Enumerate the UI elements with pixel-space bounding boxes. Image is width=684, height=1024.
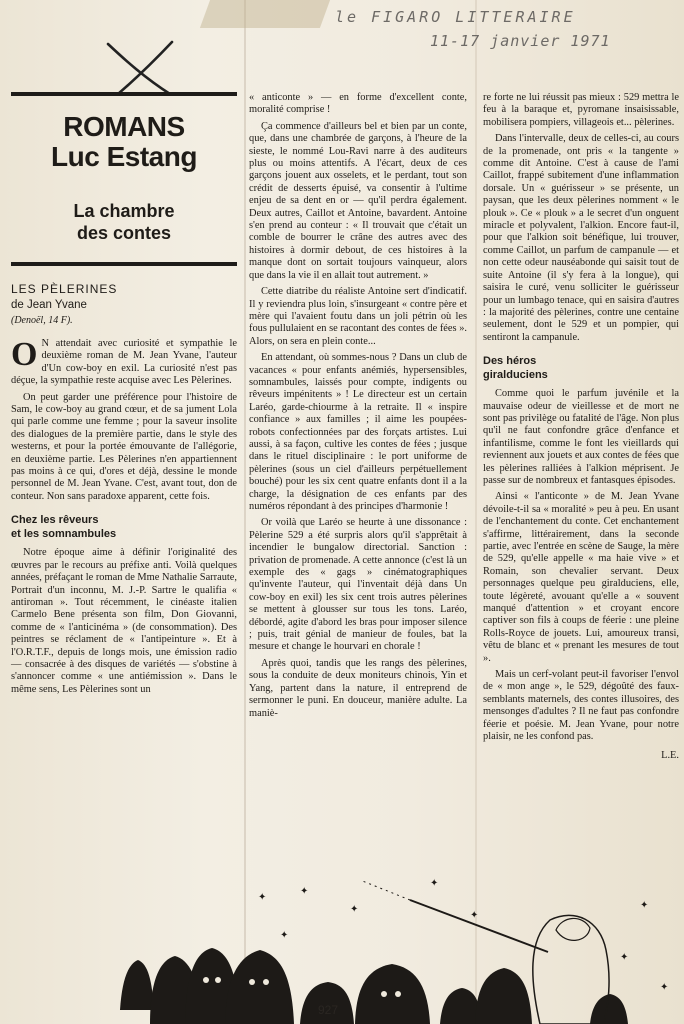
column-3: [483, 92, 679, 762]
svg-text:✦: ✦: [620, 952, 629, 963]
paragraph: Ainsi « l'anticonte » de M. Jean Yvane dévoile-t-il sa « moralité » peu à peu. En usant de l'enchantement du conte. Cet enchantement s'affirme, littérairement, dans la seconde partie, avec l'entrée en scène de Sauge, la mère de 529, qu'elle appelle « ma haie vive » et Romain, son chevalier servant. Deux personnages quelque peu giralduciens, elle, toute légèreté, avouant qu'elle a « souvent manqué d'attention » et croyant encore captiver son fils à coups de féerie : une pleine Rolls-Royce de jouets. Lui, amoureux transi, vêtu de blanc et « prenant les mesures de tout ».: [483, 491, 679, 664]
svg-text:✦: ✦: [280, 930, 289, 941]
book-author: de Jean Yvane: [11, 299, 87, 311]
paragraph: O N attendait avec curiosité et sympathie le deuxième roman de M. Jean Yvane, l'auteur d'Un cow-boy en exil. La curiosité n'est pas déçue, la sympathie reste acquise avec Les Pèlerines.: [11, 336, 237, 387]
handwritten-cross-mark: [100, 40, 178, 96]
signature: L.E.: [661, 749, 679, 761]
handwritten-note: [335, 8, 665, 50]
page-number: 927: [318, 1003, 339, 1017]
subheading: Chez les rêveurs et les somnambules: [11, 514, 117, 541]
paragraph: « anticonte » — en forme d'excellent conte, moralité comprise !: [249, 92, 467, 116]
illustration-hooded-figures: [0, 860, 684, 1024]
handwritten-date: 11-17 janvier 1971: [430, 32, 611, 50]
article-title-line: des contes: [76, 223, 172, 243]
tape-strip: [200, 0, 330, 28]
paragraph: Ça commence d'ailleurs bel et bien par un conte, que, dans une chambrée de garçons, à l'heure de la sieste, le nommé Lou-Ravi narre à des auditeurs plus ou moins attentifs. A l'écart, deux de ces garçons jouent aux osselets, et le perdant, tout son crédit de desserts épuisé, va consentir à l'ultime enjeu de sa dent en or — qu'il perdra également. Deux autres, Caillot et Antoine, bavardent. Antoine s'en prend au conteur : « Il trouvait que c'était un comble de bourrer le crâne des autres avec des histoires à dormir debout, de ces histoires à la manque dont on sortait toujours vainqueur, alors que dans la vie il en allait tout autrement. »: [249, 120, 467, 281]
paragraph: Cette diatribe du réaliste Antoine sert d'indicatif. Il y reviendra plus loin, s'insurgeant « contre père et mère qui l'avaient foutu dans un joli pétrin où les fous pullulaient en se racontant des contes de fées ». Alors, on sera en plein conte...: [249, 286, 467, 347]
article-title-line: La chambre: [73, 201, 175, 221]
handwritten-source: le FIGARO LITTERAIRE: [335, 8, 576, 26]
paragraph: Comme quoi le parfum juvénile et la mauvaise odeur de vieillesse et de mort ne sont pas privilège ou fatalité de l'âge. Non plus qu'il ne faut confondre grâce d'enfance et infantilisme, comme le font les vieillards qui reviennent aux jouets et aux contes de fées que les pèlerines ralliées à l'alkion méprisent. Je passe sur de nombreux et fantasques épisodes.: [483, 388, 679, 486]
author-name: Luc Estang: [51, 141, 197, 172]
subheading: Des héros giralduciens: [483, 355, 548, 382]
column-1: [11, 92, 237, 700]
paragraph: Après quoi, tandis que les rangs des pèlerines, sous la conduite de deux moniteurs chinois, Yin et Yang, partent dans la nature, il entreprend de sermonner le puni. En douceur, manière adulte. La maniè-: [249, 657, 467, 719]
svg-text:✦: ✦: [430, 878, 439, 889]
svg-text:✦: ✦: [300, 886, 309, 897]
rubrique-title: ROMANS: [63, 111, 185, 142]
paragraph: Notre époque aime à définir l'originalité des œuvres par le recours au préfixe anti. Voilà quelques années, préfaçant le roman de Mme Nathalie Sarraute, Portrait d'un inconnu, M. J.-P. Sartre le qualifia « antiroman ». Tout récemment, le cinéaste italien Carmelo Bene présenta son film, Don Giovanni, comme de « l'anticinéma » (de consommation). Des peintres se réclament de « l'antipeinture ». Et à l'O.R.T.F., depuis de longs mois, une émission radio — consacrée à des disques de variétés — s'obstine à s'annoncer comme « une antiémission ». Dans le même sens, Les Pèlerines sont un: [11, 547, 237, 695]
svg-text:✦: ✦: [660, 982, 669, 993]
paragraph: Mais un cerf-volant peut-il favoriser l'envol de « mon ange », le 529, dégoûté des faux-semblants maternels, des contes illusoires, des mensonges d'adultes ? Il ne faut pas confondre féerie et poésie. M. Jean Yvane, pour notre plaisir, ne les confond pas.: [483, 669, 679, 743]
paragraph: re forte ne lui réussit pas mieux : 529 mettra le feu à la baraque et, pyromane insaisissable, mobilisera pompiers, villageois et... pèlerines.: [483, 92, 679, 128]
header-box: [11, 92, 237, 266]
book-publisher: (Denoël, 14 F).: [11, 315, 73, 326]
book-title: LES PÈLERINES: [11, 282, 118, 296]
paragraph: En attendant, où sommes-nous ? Dans un club de vacances « pour enfants anémiés, hypersensibles, somnambules, laissés pour compte, indigents ou rêveurs impénitents » ! Le directeur est un certain Laréo, garde-chiourme à la retraite. Il « inspire confiance » aux familles ; il aime les poupées-robots confectionnées par des forçats artistes. Lui aussi, à sa façon, cultive les contes de fées ; jusque dans le rituel disciplinaire : le port uniforme de pèlerines (sous un ciel d'ailleurs perpétuellement bouché) pour les six cent quatre enfants dont il a la charge, la désignation de ces enfants par des numéros répondant à des principes d'harmonie !: [249, 352, 467, 512]
paragraph: On peut garder une préférence pour l'histoire de Sam, le cow-boy au grand cœur, et de sa jument Lola qui parle comme une femme ; pour la saveur insolite des dialogues de la première partie, dans le style des westerns, et pour la portée émouvante de l'allégorie, en deuxième partie. Les Pèlerines n'en appartiennent pas moins à ce qui, d'ores et déjà, dessine le monde personnel de M. Jean Yvane. C'est, avant tout, don de conteur. Non sans paradoxe apparent, cette fois.: [11, 391, 237, 502]
svg-text:✦: ✦: [470, 910, 479, 921]
article-title: [11, 200, 237, 244]
paragraph: Dans l'intervalle, deux de celles-ci, au cours de la promenade, ont pris « la tangente » comme dit Antoine. C'est à cause de l'ami Caillot, frappé subitement d'une inflammation dorsale. Un « guérisseur » se présente, un paysan, que les deux pèlerines nomment « le plouk ». Ce « plouk » a le secret d'un onguent miracle et polyvalent, l'alkion. Encore faut-il, pour que l'alkion soit bénéfique, lui trouver, comme Caillot, un parfum de campanule — et non cette odeur nauséabonde qui saisit tout de suite Antoine (il s'y fera à la longue), qui saisira le curé, venu solliciter le guérisseur pour un lumbago tenace, qui en saisira d'autres : la majorité des pèlerines, contre une centaine seulement, dont le 529 et un pompier, qui sentiront la campanule.: [483, 133, 679, 343]
drop-cap: O: [11, 336, 38, 373]
paragraph: Or voilà que Laréo se heurte à une dissonance : Pèlerine 529 a été surpris alors qu'il s'apprêtait à incendier le bungalow directorial. Sanction : privation de promenade. A cette annonce (c'est là un exemple des « gags » cinématographiques qu'invente l'auteur, qui l'inventait déjà dans Un cow-boy en exil) les six cent trois autres pèlerines se mettent à glousser sur tous les tons. Laréo, débordé, agite d'abord les bras pour imposer silence ; puis, trait génial de manieur de foules, bat la mesure et change le hourvari en chorale !: [249, 517, 467, 653]
column-2: [249, 92, 467, 724]
book-reference: [11, 282, 237, 328]
svg-text:✦: ✦: [640, 900, 649, 911]
svg-text:✦: ✦: [258, 892, 267, 903]
svg-text:✦: ✦: [350, 904, 359, 915]
